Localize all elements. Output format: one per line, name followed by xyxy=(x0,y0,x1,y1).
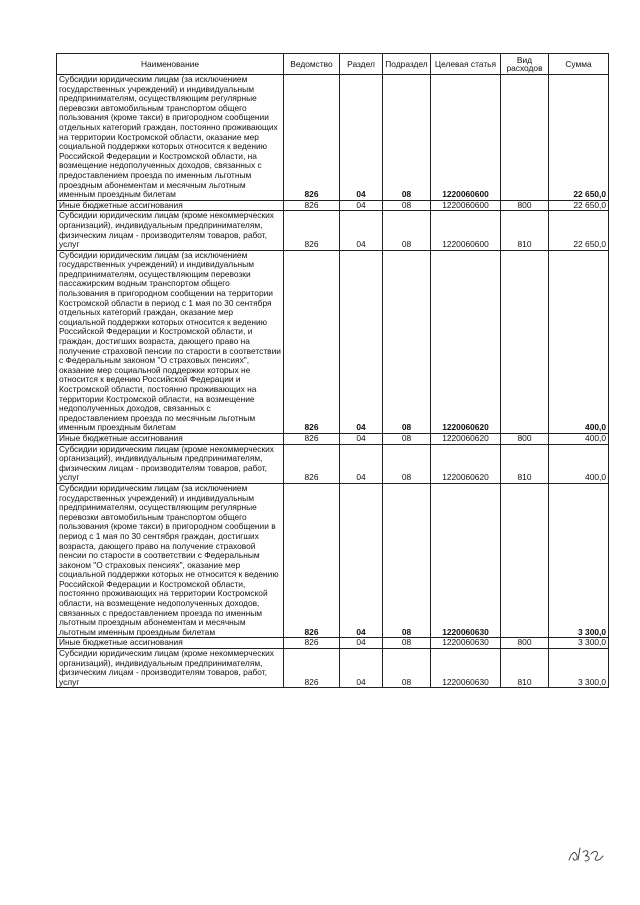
row-podrazdel: 08 xyxy=(383,211,431,250)
row-name: Субсидии юридическим лицам (кроме некоммерческих организаций), индивидуальным предпринимателям, физическим лицам - производителям товаров, работ, услуг xyxy=(57,649,284,688)
row-vid xyxy=(501,250,549,433)
row-vid xyxy=(501,75,549,201)
table-row xyxy=(57,444,609,483)
row-podrazdel: 08 xyxy=(383,200,431,211)
row-name: Субсидии юридическим лицам (за исключением государственных учреждений) и индивидуальным предпринимателям, осуществляющим регулярные перевозки автомобильным транспортом общего пользования (кроме такси) в пригородном сообщении в период с 1 мая по 30 сентября граждан, достигших возраста, дающего право на получение страховой пенсии по старости в соответствии с Федеральным законом "О страховых пенсиях", оказание мер социальной поддержки которых не относится к ведению Российской Федерации и Костромской области, постоянно проживающих на территории Костромской области, на возмещение недополученных доходов, связанных с предоставлением проезда по именным льготным проездным абонементам и месячным льготным именным проездным билетам xyxy=(57,483,284,638)
header-name: Наименование xyxy=(57,54,284,75)
table-body xyxy=(57,75,609,688)
header-statya: Целевая статья xyxy=(431,54,501,75)
row-podrazdel: 08 xyxy=(383,75,431,201)
row-name: Иные бюджетные ассигнования xyxy=(57,433,284,444)
row-statya: 1220060600 xyxy=(431,75,501,201)
row-summa: 3 300,0 xyxy=(549,483,609,638)
row-vedomstvo: 826 xyxy=(284,250,340,433)
row-summa: 3 300,0 xyxy=(549,638,609,649)
row-vid xyxy=(501,483,549,638)
row-statya: 1220060620 xyxy=(431,433,501,444)
row-statya: 1220060630 xyxy=(431,483,501,638)
table-row xyxy=(57,200,609,211)
header-podrazdel: Подраздел xyxy=(383,54,431,75)
row-vedomstvo: 826 xyxy=(284,483,340,638)
table-row xyxy=(57,638,609,649)
table-row xyxy=(57,433,609,444)
row-name: Субсидии юридическим лицам (кроме некоммерческих организаций), индивидуальным предпринимателям, физическим лицам - производителям товаров, работ, услуг xyxy=(57,211,284,250)
row-vid: 800 xyxy=(501,200,549,211)
header-summa: Сумма xyxy=(549,54,609,75)
row-razdel: 04 xyxy=(340,638,383,649)
row-podrazdel: 08 xyxy=(383,433,431,444)
row-vedomstvo: 826 xyxy=(284,638,340,649)
row-podrazdel: 08 xyxy=(383,444,431,483)
row-statya: 1220060620 xyxy=(431,444,501,483)
row-vid: 810 xyxy=(501,211,549,250)
row-summa: 22 650,0 xyxy=(549,211,609,250)
row-razdel: 04 xyxy=(340,211,383,250)
row-statya: 1220060620 xyxy=(431,250,501,433)
row-name: Субсидии юридическим лицам (кроме некоммерческих организаций), индивидуальным предпринимателям, физическим лицам - производителям товаров, работ, услуг xyxy=(57,444,284,483)
row-razdel: 04 xyxy=(340,200,383,211)
table-row xyxy=(57,250,609,433)
row-vid: 810 xyxy=(501,444,549,483)
row-vedomstvo: 826 xyxy=(284,75,340,201)
row-vedomstvo: 826 xyxy=(284,433,340,444)
row-name: Субсидии юридическим лицам (за исключением государственных учреждений) и индивидуальным предпринимателям, осуществляющим регулярные перевозки автомобильным транспортом общего пользования (кроме такси) в пригородном сообщении отдельных категорий граждан, постоянно проживающих на территории Костромской области, оказание мер социальной поддержки которых относится к ведению Российской Федерации и Костромской области, на возмещение недополученных доходов, связанных с предоставлением проезда по именным льготным проездным абонементам и месячным льготным именным проездным билетам xyxy=(57,75,284,201)
row-summa: 400,0 xyxy=(549,250,609,433)
row-razdel: 04 xyxy=(340,483,383,638)
row-statya: 1220060600 xyxy=(431,200,501,211)
row-podrazdel: 08 xyxy=(383,638,431,649)
row-statya: 1220060600 xyxy=(431,211,501,250)
document-page xyxy=(56,53,608,688)
row-razdel: 04 xyxy=(340,444,383,483)
row-podrazdel: 08 xyxy=(383,649,431,688)
row-podrazdel: 08 xyxy=(383,250,431,433)
row-summa: 400,0 xyxy=(549,444,609,483)
row-vedomstvo: 826 xyxy=(284,211,340,250)
row-name: Субсидии юридическим лицам (за исключением государственных учреждений) и индивидуальным предпринимателям, осуществляющим перевозки пассажирским водным транспортом общего пользования в пригородном сообщении на территории Костромской области в период с 1 мая по 30 сентября отдельных категорий граждан, оказание мер социальной поддержки которых относится к ведению Российской Федерации и Костромской области, и граждан, достигших возраста, дающего право на получение страховой пенсии по старости в соответствии с Федеральным законом "О страховых пенсиях", оказание мер социальной поддержки которых не относится к ведению Российской Федерации и Костромской области, постоянно проживающих на территории Костромской области, на возмещение недополученных доходов, связанных с предоставлением проезда по месячным льготным именным проездным билетам xyxy=(57,250,284,433)
row-summa: 22 650,0 xyxy=(549,200,609,211)
row-razdel: 04 xyxy=(340,75,383,201)
row-vid: 800 xyxy=(501,638,549,649)
row-vid: 810 xyxy=(501,649,549,688)
header-vedomstvo: Ведомство xyxy=(284,54,340,75)
table-row xyxy=(57,649,609,688)
row-razdel: 04 xyxy=(340,433,383,444)
handwritten-signature xyxy=(566,840,606,866)
header-vid: Вид расходов xyxy=(501,54,549,75)
row-summa: 400,0 xyxy=(549,433,609,444)
row-vedomstvo: 826 xyxy=(284,649,340,688)
table-row xyxy=(57,211,609,250)
row-razdel: 04 xyxy=(340,649,383,688)
row-statya: 1220060630 xyxy=(431,649,501,688)
row-vedomstvo: 826 xyxy=(284,444,340,483)
table-row xyxy=(57,75,609,201)
table-header-row xyxy=(57,54,609,75)
budget-table xyxy=(56,53,609,688)
row-name: Иные бюджетные ассигнования xyxy=(57,638,284,649)
row-vid: 800 xyxy=(501,433,549,444)
row-razdel: 04 xyxy=(340,250,383,433)
row-podrazdel: 08 xyxy=(383,483,431,638)
row-vedomstvo: 826 xyxy=(284,200,340,211)
table-row xyxy=(57,483,609,638)
row-summa: 3 300,0 xyxy=(549,649,609,688)
row-summa: 22 650,0 xyxy=(549,75,609,201)
row-name: Иные бюджетные ассигнования xyxy=(57,200,284,211)
row-statya: 1220060630 xyxy=(431,638,501,649)
header-razdel: Раздел xyxy=(340,54,383,75)
